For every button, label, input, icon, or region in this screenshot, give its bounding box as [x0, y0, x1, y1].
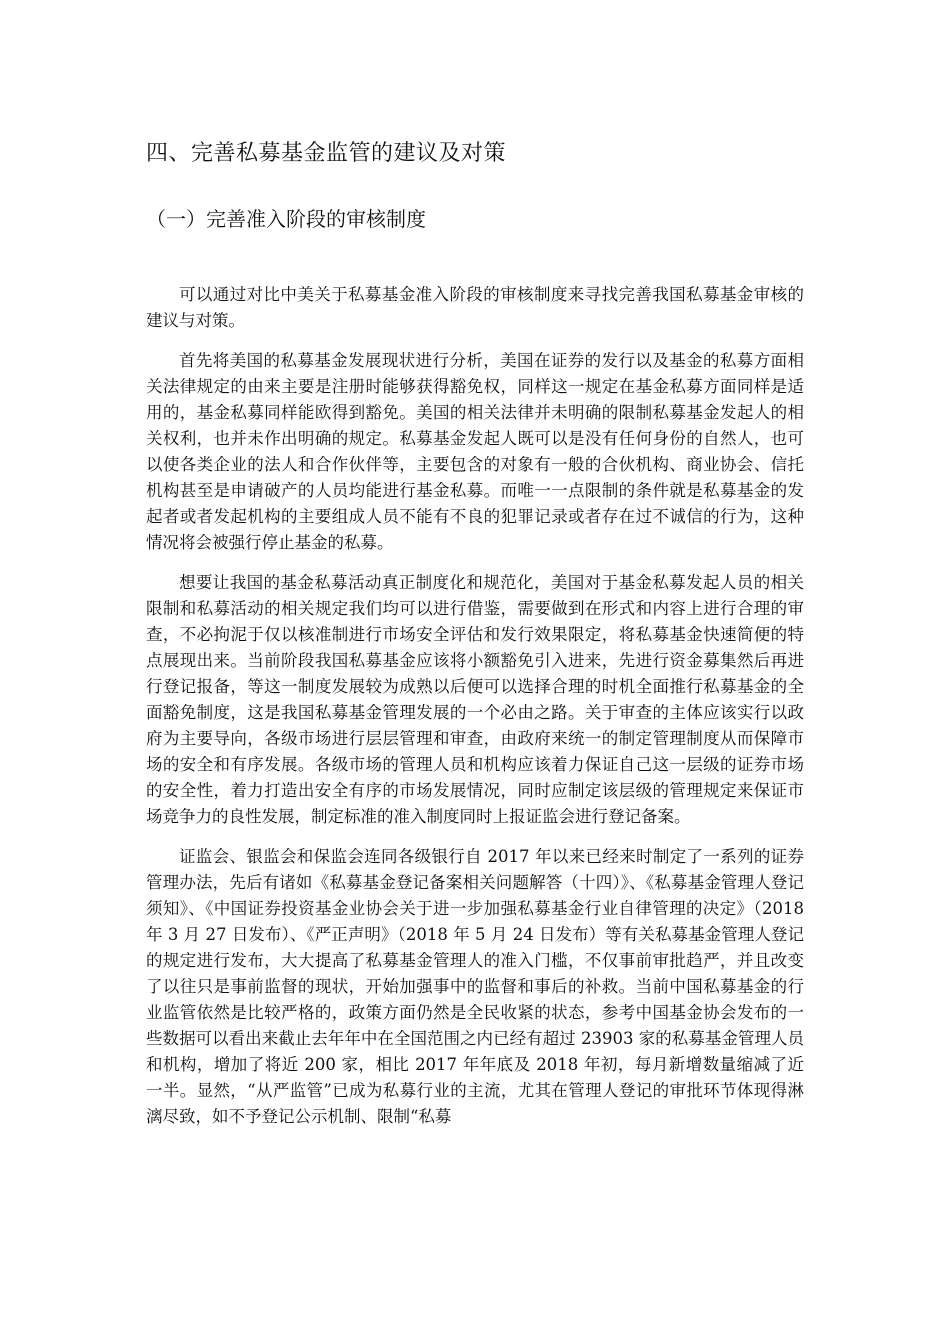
section-heading: 四、完善私募基金监管的建议及对策 — [146, 141, 507, 166]
paragraph-us-analysis: 首先将美国的私募基金发展现状进行分析，美国在证券的发行以及基金的私募方面相关法律规定的由来主要是注册时能够获得豁免权，同样这一规定在基金私募方面同样是适用的，基金私募同样能欧得到豁免。美国的相关法律并未明确的限制私募基金发起人的相关权利，也并未作出明确的规定。私募基金发起人既可以是没有任何身份的自然人，也可以使各类企业的法人和合作伙伴等，主要包含的对象有一般的合伙机构、商业协会、信托机构甚至是申请破产的人员均能进行基金私募。而唯一一点限制的条件就是私募基金的发起者或者发起机构的主要组成人员不能有不良的犯罪记录或者存在过不诚信的行为，这种情况将会被强行停止基金的私募。 — [146, 351, 804, 552]
document-body — [146, 138, 804, 1144]
subsection-heading: （一）完善准入阶段的审核制度 — [146, 207, 426, 231]
paragraph-regulation: 证监会、银监会和保监会连同各级银行自 2017 年以来已经来时制定了一系列的证券管理办法，先后有诸如《私募基金登记备案相关问题解答（十四）》、《私募基金管理人登记须知》、《中国证券投资基金业协会关于进一步加强私募基金行业自律管理的决定》（2018 年 3 月 27 日发布）、《严正声明》（2018 年 5 月 24 日发布）等有关私募基金管理人登记的规定进行发布，大大提高了私募基金管理人的准入门槛，不仅事前审批趋严，并且改变了以往只是事前监督的现状，开始加强事中的监督和事后的补救。当前中国私募基金的行业监管依然是比较严格的，政策方面仍然是全民收紧的状态，参考中国基金协会发布的一些数据可以看出来截止去年年中在全国范围之内已经有超过 23903 家的私募基金管理人员和机构，增加了将近 200 家，相比 2017 年年底及 2018 年初，每月新增数量缩减了近一半。显然，“从严监管”已成为私募行业的主流，尤其在管理人登记的审批环节体现得淋漓尽致，如不予登记公示机制、限制“私募 — [146, 847, 804, 1126]
paragraph-intro: 可以通过对比中美关于私募基金准入阶段的审核制度来寻找完善我国私募基金审核的建议与对策。 — [146, 285, 804, 330]
paragraph-reference: 想要让我国的基金私募活动真正制度化和规范化，美国对于基金私募发起人员的相关限制和私募活动的相关规定我们均可以进行借鉴，需要做到在形式和内容上进行合理的审查，不必拘泥于仅以核准制进行市场安全评估和发行效果限定，将私募基金快速简便的特点展现出来。当前阶段我国私募基金应该将小额豁免引入进来，先进行资金募集然后再进行登记报备，等这一制度发展较为成熟以后便可以选择合理的时机全面推行私募基金的全面豁免制度，这是我国私募基金管理发展的一个必由之路。关于审查的主体应该实行以政府为主要导向，各级市场进行层层管理和审查，由政府来统一的制定管理制度从而保障市场的安全和有序发展。各级市场的管理人员和机构应该着力保证自己这一层级的证券市场的安全性，着力打造出安全有序的市场发展情况，同时应制定该层级的管理规定来保证市场竞争力的良性发展，制定标准的准入制度同时上报证监会进行登记备案。 — [146, 573, 804, 826]
